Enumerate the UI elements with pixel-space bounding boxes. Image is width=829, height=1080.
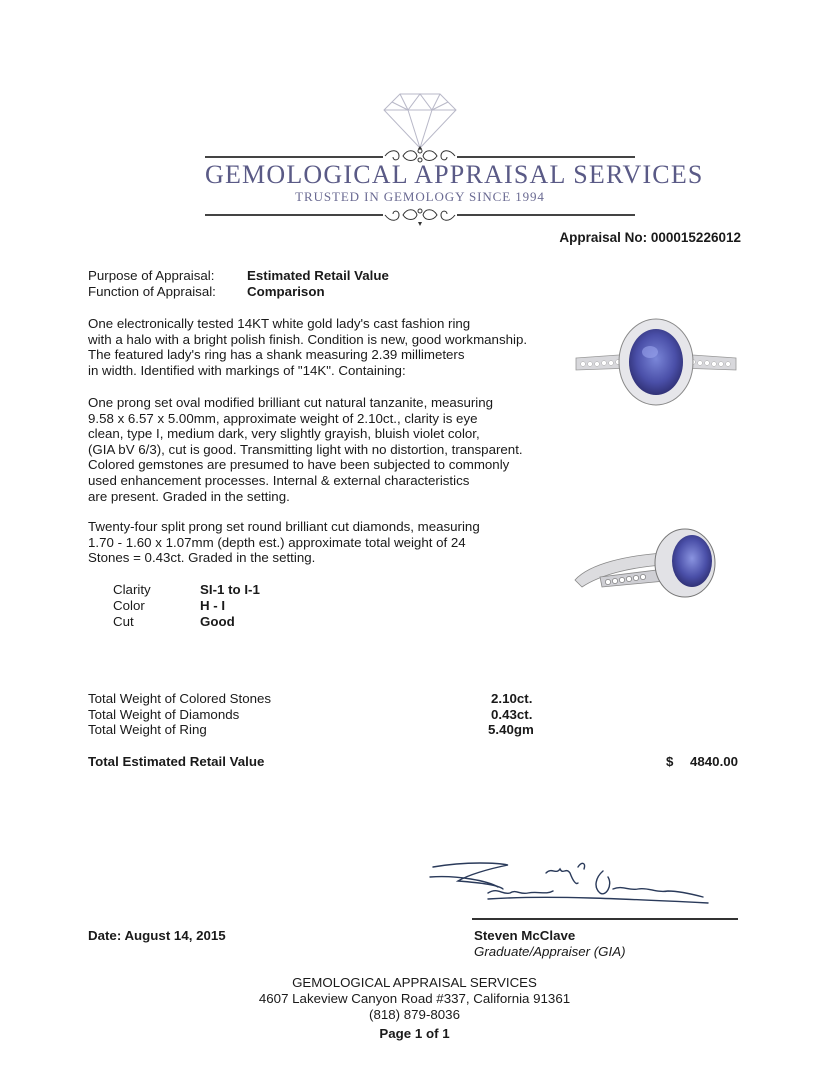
function-label: Function of Appraisal: — [88, 284, 216, 299]
description-line: Twenty-four split prong set round brilliant cut diamonds, measuring — [88, 519, 480, 534]
total-diamonds-label: Total Weight of Diamonds — [88, 707, 240, 722]
description-line: The featured lady's ring has a shank measuring 2.39 millimeters — [88, 347, 465, 363]
company-tagline: TRUSTED IN GEMOLOGY SINCE 1994 — [295, 189, 545, 204]
total-colored-stones-value: 2.10ct. — [491, 691, 533, 706]
purpose-label: Purpose of Appraisal: — [88, 268, 215, 283]
header-rule-bottom-right — [457, 214, 635, 216]
description-line: 9.58 x 6.57 x 5.00mm, approximate weight of 2.10ct., clarity is eye — [88, 410, 478, 426]
page-number: Page 1 of 1 — [379, 1026, 450, 1041]
footer-company: GEMOLOGICAL APPRAISAL SERVICES — [292, 975, 537, 990]
description-line: in width. Identified with markings of "14K". Containing: — [88, 362, 406, 378]
appraiser-name: Steven McClave — [474, 928, 576, 943]
description-line: One prong set oval modified brilliant cut natural tanzanite, measuring — [88, 395, 494, 410]
function-value: Comparison — [247, 284, 325, 299]
description-line: 1.70 - 1.60 x 1.07mm (depth est.) approximate total weight of 24 — [88, 534, 466, 550]
company-name: GEMOLOGICAL APPRAISAL SERVICES — [205, 160, 704, 189]
scroll-ornament-icon — [383, 205, 457, 227]
footer-address: 4607 Lakeview Canyon Road #337, California 91361 — [258, 991, 571, 1006]
ring-description — [88, 316, 558, 378]
header-rule-top-right — [457, 156, 635, 158]
ring-photo-side-view — [570, 525, 745, 615]
description-line: clean, type I, medium dark, very slightly grayish, bluish violet color, — [88, 426, 480, 442]
appraisal-date: Date: August 14, 2015 — [88, 928, 226, 943]
total-retail-value: 4840.00 — [690, 754, 739, 769]
currency-symbol: $ — [666, 754, 674, 769]
tanzanite-description — [88, 395, 558, 504]
diamond-icon — [380, 88, 460, 150]
grade-clarity-value: SI-1 to I-1 — [200, 582, 260, 597]
appraiser-title: Graduate/Appraiser (GIA) — [474, 944, 626, 959]
description-line: (GIA bV 6/3), cut is good. Transmitting light with no distortion, transparent. — [88, 441, 523, 457]
appraisal-number: Appraisal No: 000015226012 — [559, 230, 741, 245]
total-ring-weight-label: Total Weight of Ring — [88, 722, 207, 737]
description-line: are present. Graded in the setting. — [88, 488, 290, 504]
description-line: Stones = 0.43ct. Graded in the setting. — [88, 550, 316, 566]
grade-clarity-label: Clarity — [113, 582, 151, 597]
grade-color-value: H - I — [200, 598, 226, 613]
ring-photo-top-view — [568, 318, 743, 408]
grade-cut-label: Cut — [113, 614, 134, 629]
purpose-value: Estimated Retail Value — [247, 268, 389, 283]
header-rule-top-left — [205, 156, 383, 158]
company-logo — [205, 88, 704, 230]
description-line: used enhancement processes. Internal & external characteristics — [88, 472, 470, 488]
footer-phone: (818) 879-8036 — [369, 1007, 460, 1022]
total-diamonds-value: 0.43ct. — [491, 707, 533, 722]
grade-color-label: Color — [113, 598, 145, 613]
diamonds-description — [88, 519, 558, 566]
description-line: with a halo with a bright polish finish. Condition is new, good workmanship. — [88, 331, 528, 347]
grade-cut-value: Good — [200, 614, 235, 629]
total-ring-weight-value: 5.40gm — [488, 722, 534, 737]
appraiser-signature — [428, 855, 718, 915]
description-line: One electronically tested 14KT white gold lady's cast fashion ring — [88, 316, 471, 331]
total-colored-stones-label: Total Weight of Colored Stones — [88, 691, 272, 706]
header-rule-bottom-left — [205, 214, 383, 216]
signature-line — [472, 918, 738, 920]
total-retail-value-label: Total Estimated Retail Value — [88, 754, 265, 769]
description-line: Colored gemstones are presumed to have been subjected to commonly — [88, 457, 510, 473]
